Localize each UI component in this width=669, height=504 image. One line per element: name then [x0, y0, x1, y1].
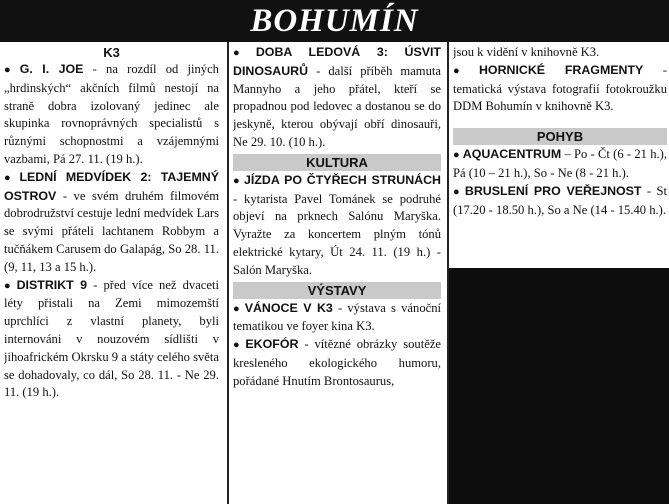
listing-title: JÍZDA PO ČTYŘECH STRUNÁCH — [243, 172, 441, 187]
bullet-icon: ● — [233, 302, 242, 315]
bullet-icon: ● — [4, 64, 17, 76]
listing-title: G. I. JOE — [19, 62, 84, 76]
listing-entry — [4, 169, 219, 277]
listing-text: - ve svém druhém filmovém dobrodružství cestuje lední medvídek Lars se svými přáteli lachtanem Robbym a tučňákem Carusem do Galapág, So 28. 11. (9, 11, 13 a 15 h.). — [4, 188, 219, 274]
listing-entry — [453, 62, 667, 116]
section-heading-vystavy: VÝSTAVY — [233, 282, 441, 299]
bullet-icon: ● — [233, 339, 243, 352]
listing-title: VÁNOCE V K3 — [244, 300, 333, 315]
listing-entry — [453, 146, 667, 183]
listing-text: - další příběh mamuta Mannyho a jeho přátel, kteří se propadnou pod ledovec a dostanou se do jeskyně, kterou obývají obří dinosauři, Ne 29. 10. (10 h.). — [233, 63, 441, 149]
listing-text: - na rozdíl od jiných „hrdinských“ akčních filmů nestojí na straně dobra izolovaný jedinec ale skupinka rovnoprávných specialistů s různými schopnostmi a vzájemnými vazbami, Pá 27. 11. (19 h.). — [4, 62, 219, 166]
bullet-icon: ● — [233, 47, 253, 59]
listing-text: - kytarista Pavel Tománek se podruhé objeví na prknech Salónu Maryška. Vyražte za koncertem plným tónů elektrické kytary, Út 24. 11. (19 h.) - Salón Maryška. — [233, 191, 441, 277]
section-heading-pohyb: POHYB — [453, 128, 667, 145]
listing-text: - před více než dvaceti léty přistali na Zemi mimozemští uprchlíci z vlastní planety, byli internováni v nouzovém sídlišti v jihoafrickém Okrsku 9 a státy celého světa se dohadovaly, co dál, So 28. 11. - Ne 29. 11. (19 h.). — [4, 277, 219, 400]
column-2 — [233, 44, 441, 504]
bullet-icon: ● — [453, 149, 460, 162]
listing-entry — [233, 336, 441, 390]
bullet-icon: ● — [4, 171, 17, 184]
listing-title: HORNICKÉ FRAGMENTY — [478, 62, 644, 77]
listing-text: - výstava s vánoční tematikou ve foyer kina K3. — [233, 300, 441, 334]
listing-entry — [4, 277, 219, 403]
listing-entry — [4, 61, 219, 169]
bullet-icon: ● — [4, 279, 14, 292]
section-heading-k3: K3 — [103, 45, 120, 60]
masthead-banner — [0, 0, 669, 42]
bullet-icon: ● — [233, 174, 241, 187]
listing-title: DOBA LEDOVÁ 3: ÚSVIT DINOSAURŮ — [233, 45, 441, 78]
blank-black-area — [449, 268, 669, 504]
listing-entry — [233, 172, 441, 280]
listing-continuation: jsou k vidění v knihovně K3. — [453, 45, 600, 59]
listing-title: EKOFÓR — [245, 337, 299, 352]
bullet-icon: ● — [453, 64, 476, 77]
listing-text: - St (17.20 - 18.50 h.), So a Ne (14 - 15.40 h.). — [453, 183, 667, 217]
section-heading-kultura: KULTURA — [233, 154, 441, 171]
column-1 — [4, 44, 223, 504]
listing-title: BRUSLENÍ PRO VEŘEJNOST — [464, 183, 642, 198]
listing-text: - vítězné obrázky soutěže kresleného ekologického humoru, pořádané Hnutím Brontosaurus, — [233, 337, 441, 388]
listing-title: DISTRIKT 9 — [16, 277, 88, 292]
listing-entry — [233, 44, 441, 152]
listing-title: LEDNÍ MEDVÍDEK 2: TAJEMNÝ OSTROV — [4, 169, 219, 203]
listing-entry — [233, 300, 441, 337]
listing-text: - tematická výstava fotografií fotokroužku DDM Bohumín v knihovně K3. — [453, 62, 667, 114]
listing-title: AQUACENTRUM — [462, 147, 562, 162]
column-divider-1 — [227, 42, 229, 504]
listing-entry — [453, 183, 667, 220]
bullet-icon: ● — [453, 185, 462, 198]
masthead-title: BOHUMÍN — [250, 2, 419, 39]
listing-text: – Po - Čt (6 - 21 h.), Pá (10 – 21 h.), So - Ne (8 - 21 h.). — [453, 147, 667, 180]
